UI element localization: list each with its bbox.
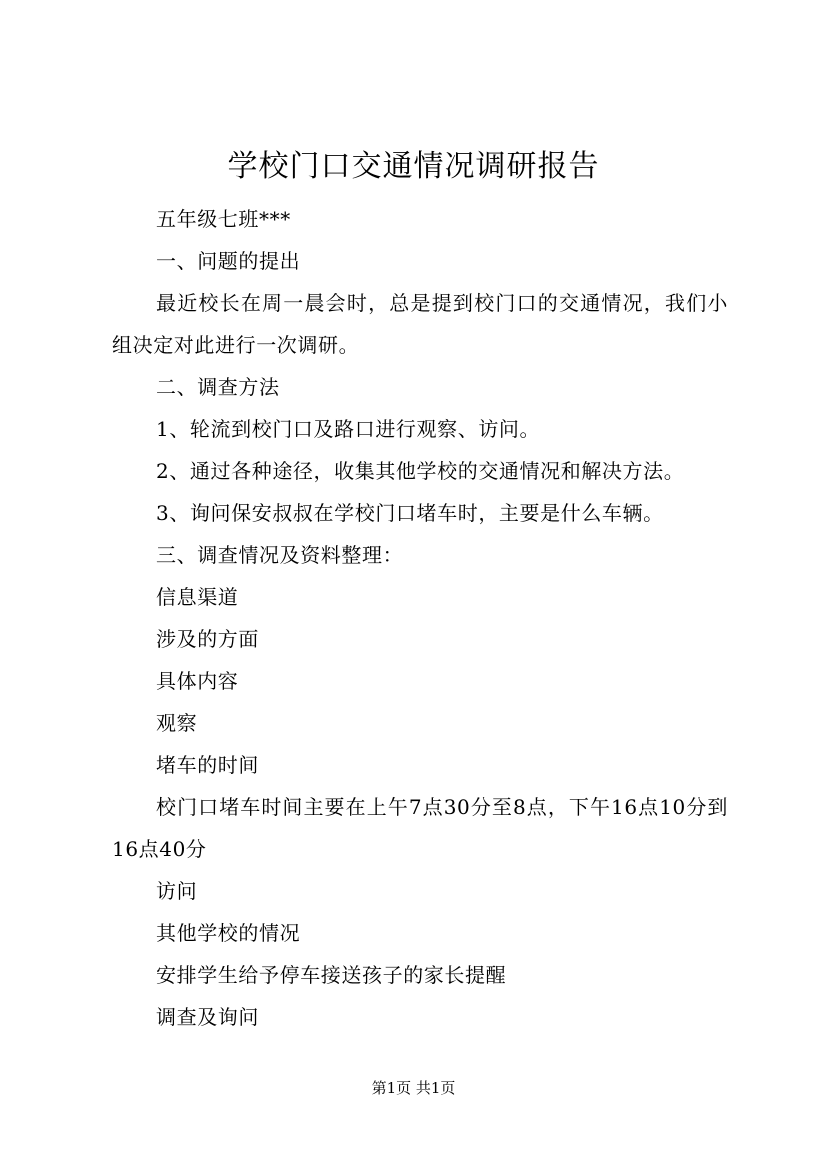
table-cell: 涉及的方面 xyxy=(156,627,259,651)
method-item-1: 1、轮流到校门口及路口进行观察、访问。 xyxy=(156,417,541,441)
table-cell: 具体内容 xyxy=(156,669,239,693)
table-cell: 访问 xyxy=(156,879,198,903)
paragraph: 最近校长在周一晨会时，总是提到校门口的交通情况，我们小组决定对此进行一次调研。 xyxy=(112,291,728,357)
table-cell: 其他学校的情况 xyxy=(156,921,301,945)
method-item-2: 2、通过各种途径，收集其他学校的交通情况和解决方法。 xyxy=(156,459,685,483)
table-cell: 观察 xyxy=(156,711,198,735)
document-body xyxy=(112,198,728,1038)
table-cell: 信息渠道 xyxy=(156,585,239,609)
method-item-3: 3、询问保安叔叔在学校门口堵车时，主要是什么车辆。 xyxy=(156,501,664,525)
table-cell: 安排学生给予停车接送孩子的家长提醒 xyxy=(156,963,507,987)
author-line: 五年级七班*** xyxy=(156,207,291,231)
page-number-footer: 第1页 共1页 xyxy=(371,1079,456,1097)
section-heading-3: 三、调查情况及资料整理： xyxy=(156,543,404,567)
paragraph: 校门口堵车时间主要在上午7点30分至8点，下午16点10分到16点40分 xyxy=(112,795,728,861)
section-heading-1: 一、问题的提出 xyxy=(156,249,301,273)
section-heading-2: 二、调查方法 xyxy=(156,375,280,399)
table-cell: 堵车的时间 xyxy=(156,753,259,777)
document-title: 学校门口交通情况调研报告 xyxy=(227,149,600,184)
table-cell: 调查及询问 xyxy=(156,1005,259,1029)
